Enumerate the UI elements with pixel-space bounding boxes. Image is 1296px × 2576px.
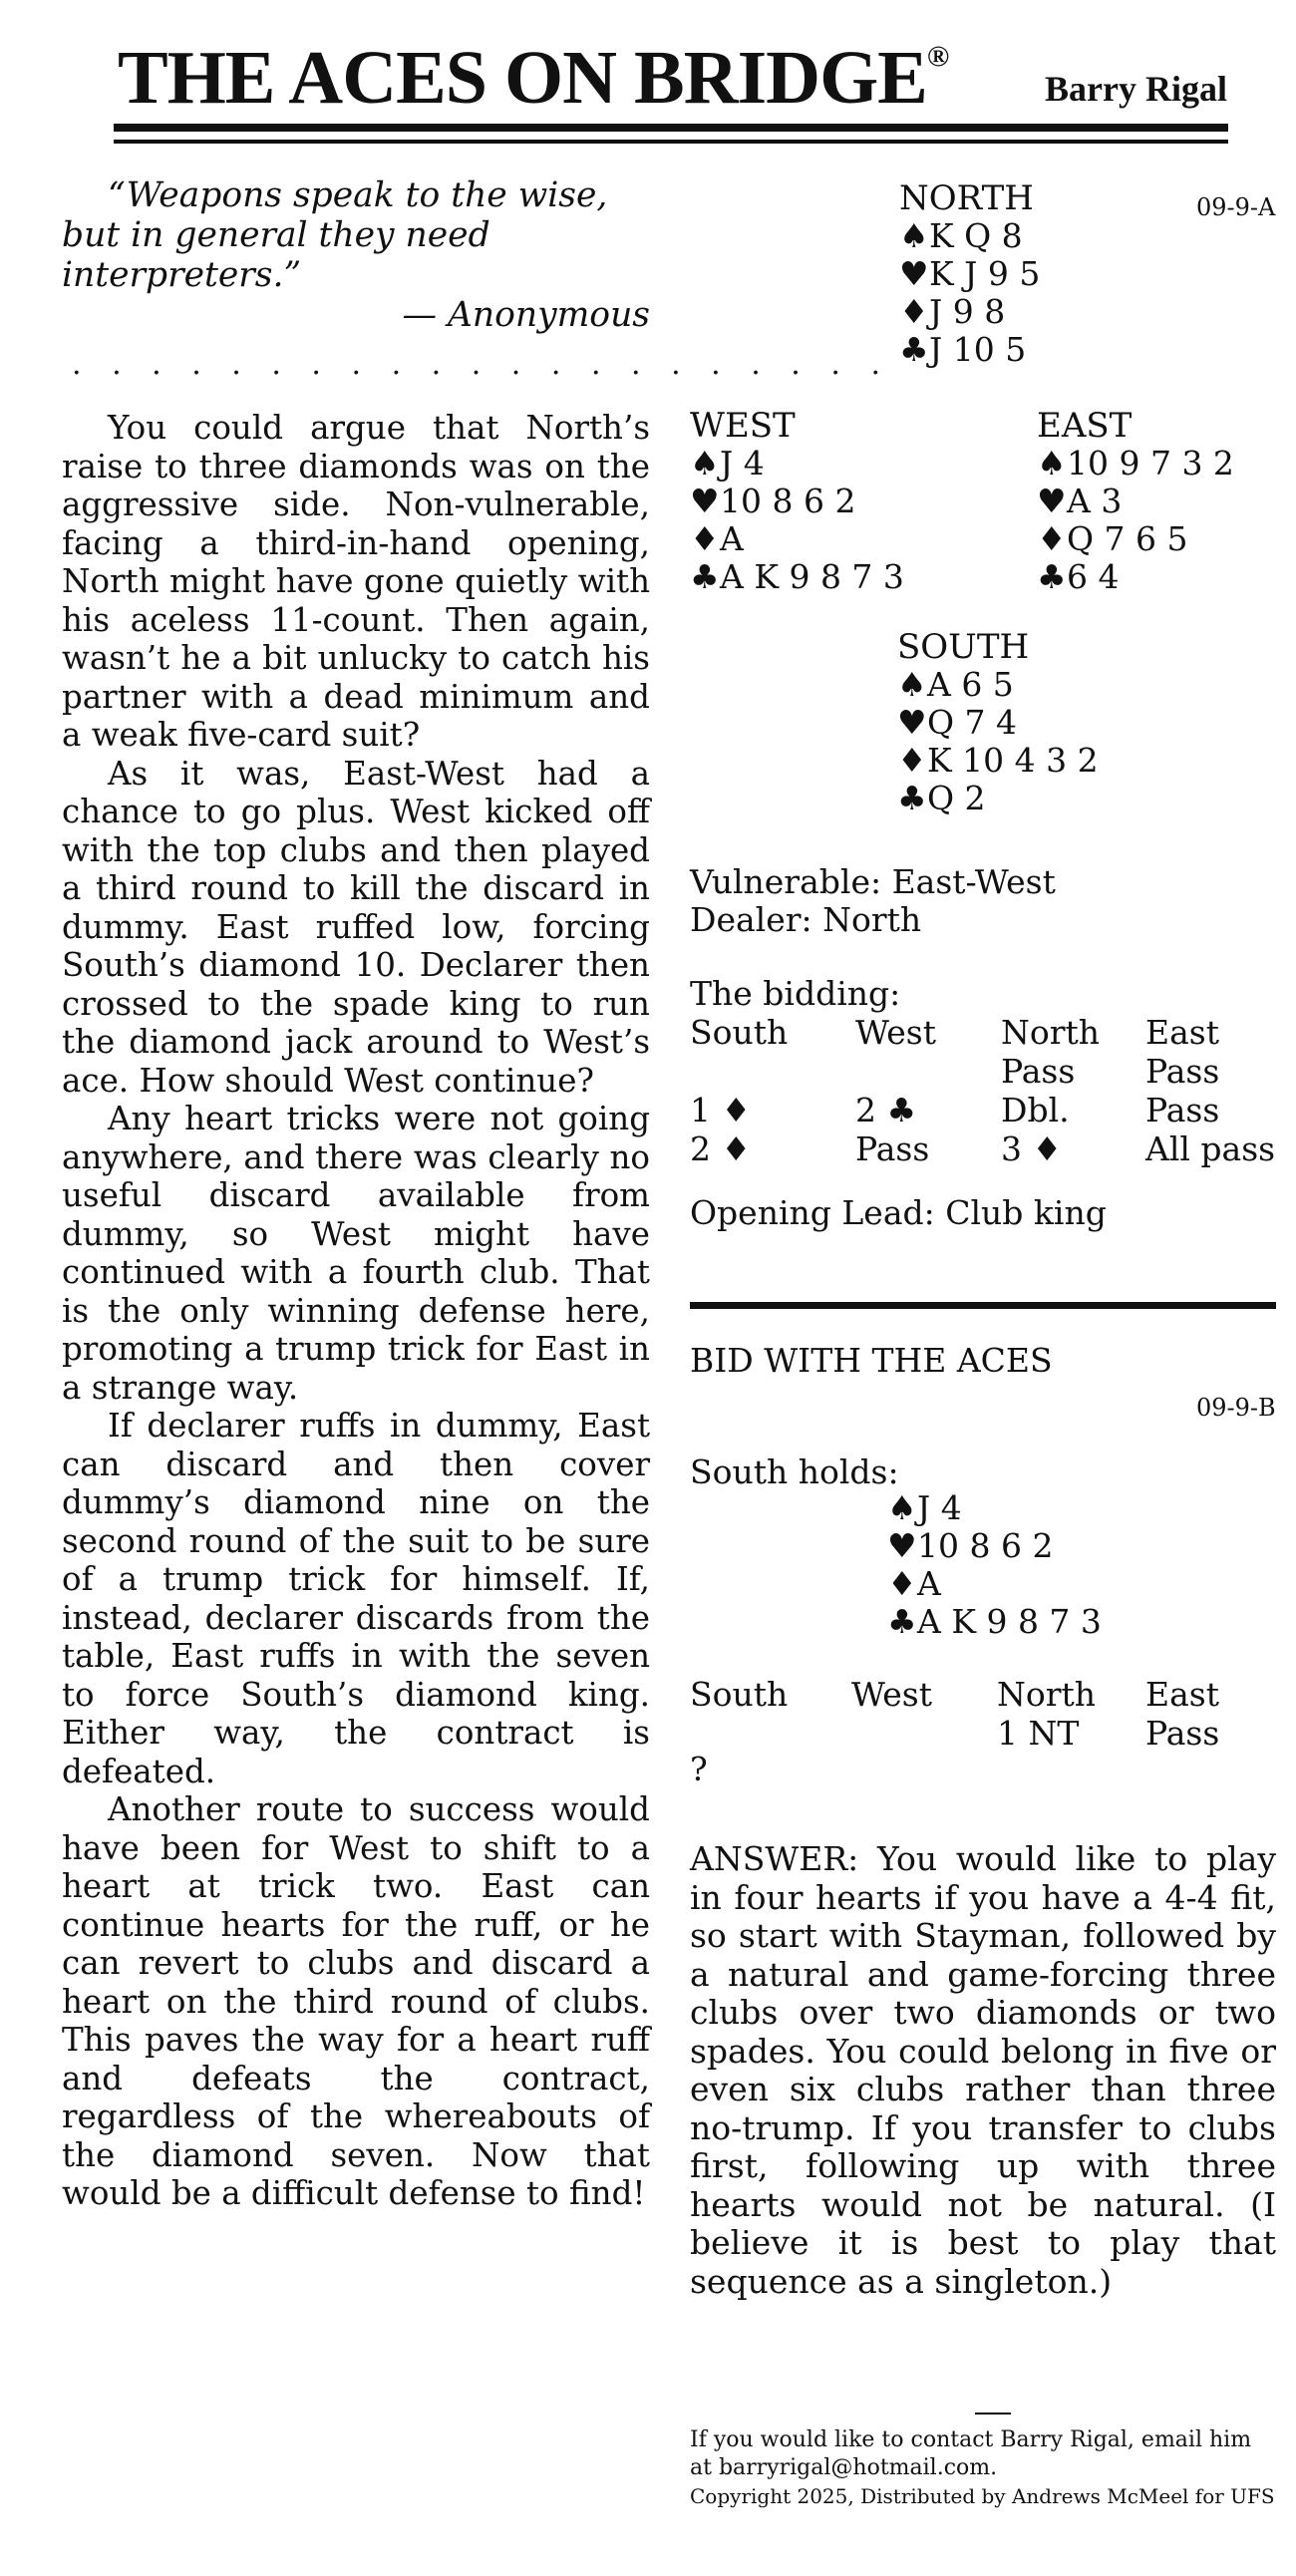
west-diamonds: ♦A [690, 519, 744, 558]
diamond-icon: ♦ [897, 741, 927, 780]
heart-icon: ♥ [1037, 482, 1067, 520]
diamond-icon: ♦ [899, 292, 929, 331]
bidding-label: The bidding: [690, 974, 901, 1013]
west-clubs: ♣A K 9 8 7 3 [690, 557, 904, 596]
east-spades: ♠10 9 7 3 2 [1037, 444, 1234, 483]
bidding-row [690, 1052, 1285, 1091]
bid-cell [690, 1714, 851, 1753]
deal-id: 09-9-A [1196, 193, 1276, 221]
column-title [118, 36, 949, 120]
club-icon: ♣ [899, 330, 929, 369]
bid-cell: 2 ♣ [855, 1091, 917, 1129]
west-label: WEST [690, 406, 796, 446]
west-hand [690, 407, 904, 596]
problem-bidding-table [690, 1675, 1285, 1753]
bid-section-title: BID WITH THE ACES [690, 1341, 1053, 1380]
north-spades: ♠K Q 8 [899, 216, 1023, 255]
article-paragraph: Any heart tricks were not going anywhere, and there was clearly no useful discard available from dummy, so West might have continued with a fourth club. That is the only winning defense here, promoting a trump trick for East in a strange way. [62, 1100, 650, 1407]
bid-cell: 3 ♦ [1001, 1129, 1063, 1168]
bidding-header: North [997, 1675, 1097, 1714]
south-hand [897, 628, 1099, 817]
article-paragraph: As it was, East-West had a chance to go plus. West kicked off with the top clubs and then played a third round to kill the discard in dummy. East ruffed low, forcing South’s diamond 10. Declarer then crossed to the spade king to run the diamond jack around to West’s ace. How should West continue? [62, 754, 650, 1100]
bidding-header: East [1145, 1013, 1219, 1052]
footer [690, 2426, 1288, 2510]
east-hand [1037, 407, 1234, 596]
opening-lead: Opening Lead: Club king [690, 1193, 1107, 1232]
bid-cell: Pass [1145, 1714, 1220, 1753]
bid-section-id: 09-9-B [1196, 1394, 1276, 1422]
registered-mark: ® [926, 40, 949, 73]
heart-icon: ♥ [899, 254, 929, 293]
diamond-icon: ♦ [1037, 519, 1067, 558]
north-label: NORTH [899, 178, 1034, 218]
problem-diamonds: ♦A [887, 1564, 941, 1603]
problem-bidding-header-row [690, 1675, 1285, 1714]
club-icon: ♣ [897, 779, 927, 817]
north-clubs: ♣J 10 5 [899, 330, 1027, 369]
article-body [62, 409, 650, 2213]
south-hearts: ♥Q 7 4 [897, 703, 1018, 742]
section-divider [690, 1302, 1276, 1309]
epigraph [62, 175, 650, 335]
heart-icon: ♥ [897, 703, 927, 742]
south-diamonds: ♦K 10 4 3 2 [897, 741, 1099, 780]
east-diamonds: ♦Q 7 6 5 [1037, 519, 1188, 558]
north-hand [899, 179, 1040, 369]
bid-cell: 1 NT [997, 1714, 1080, 1753]
copyright: Copyright 2025, Distributed by Andrews McMeel for UFS [690, 2484, 1275, 2508]
deal-conditions [690, 863, 1056, 939]
bidding-header: South [690, 1013, 789, 1052]
bidding-header: East [1145, 1675, 1219, 1714]
bidding-table [690, 1013, 1285, 1168]
bid-cell: Pass [1145, 1052, 1220, 1091]
bid-cell [690, 1052, 855, 1091]
diamond-icon: ♦ [887, 1564, 917, 1603]
heart-icon: ♥ [887, 1526, 917, 1565]
south-holds-label: South holds: [690, 1452, 899, 1491]
south-clubs: ♣Q 2 [897, 779, 986, 817]
spade-icon: ♠ [899, 216, 929, 255]
heart-icon: ♥ [690, 482, 720, 520]
bidding-question-mark: ? [690, 1750, 708, 1788]
spade-icon: ♠ [887, 1488, 917, 1527]
problem-hand [887, 1489, 1102, 1641]
bidding-row [690, 1129, 1285, 1168]
spade-icon: ♠ [1037, 444, 1067, 483]
bid-cell: Pass [855, 1129, 930, 1168]
answer-text: ANSWER: You would like to play in four hearts if you have a 4-4 fit, so start with Stayman, followed by a natural and game-forcing three clubs over two diamonds or two spades. You could belong in five or even six clubs rather than three no-trump. If you transfer to clubs first, following up with three hearts would not be natural. (I believe it is best to play that sequence as a singleton.) [690, 1839, 1276, 2301]
bid-cell: 1 ♦ [690, 1091, 752, 1129]
epigraph-text: “Weapons speak to the wise, but in general they need interpreters.” [62, 175, 608, 295]
club-icon: ♣ [690, 557, 720, 596]
bidding-header: West [851, 1675, 932, 1714]
bidding-header: South [690, 1675, 789, 1714]
north-diamonds: ♦J 9 8 [899, 292, 1006, 331]
bid-cell: Pass [1001, 1052, 1076, 1091]
article-paragraph: If declarer ruffs in dummy, East can discard and then cover dummy’s diamond nine on the second round of the suit to be sure of a trump trick for himself. If, instead, declarer discards from the table, East ruffs in with the seven to force South’s diamond king. Either way, the contract is defeated. [62, 1407, 650, 1790]
bid-cell: All pass [1145, 1129, 1276, 1168]
bidding-header: West [855, 1013, 936, 1052]
spade-icon: ♠ [897, 665, 927, 704]
bid-cell: 2 ♦ [690, 1129, 752, 1168]
bid-cell [851, 1714, 997, 1753]
bidding-row [690, 1091, 1285, 1129]
vulnerability: Vulnerable: East-West [690, 862, 1056, 901]
article-paragraph: Another route to success would have been for West to shift to a heart at trick two. East can continue hearts for the ruff, or he can revert to clubs and discard a heart on the third round of clubs. This paves the way for a heart ruff and defeats the contract, regardless of the whereabouts of the diamond seven. Now that would be a difficult defense to find! [62, 1790, 650, 2212]
header-rule-thin [114, 140, 1228, 144]
dealer: Dealer: North [690, 900, 922, 939]
article-paragraph: You could argue that North’s raise to three diamonds was on the aggressive side. Non-vulnerable, facing a third-in-hand opening, North might have gone quietly with his aceless 11-count. Then again, wasn’t he a bit unlucky to catch his partner with a dead minimum and a weak five-card suit? [62, 409, 650, 754]
club-icon: ♣ [887, 1602, 917, 1641]
bid-cell [855, 1052, 1001, 1091]
east-hearts: ♥A 3 [1037, 482, 1123, 520]
east-label: EAST [1037, 406, 1133, 446]
spade-icon: ♠ [690, 444, 720, 483]
problem-clubs: ♣A K 9 8 7 3 [887, 1602, 1102, 1641]
west-spades: ♠J 4 [690, 444, 765, 483]
epigraph-attribution: — Anonymous [402, 295, 650, 335]
bidding-header: North [1001, 1013, 1101, 1052]
club-icon: ♣ [1037, 557, 1067, 596]
bidding-header-row [690, 1013, 1285, 1052]
east-clubs: ♣6 4 [1037, 557, 1120, 596]
footer-rule [975, 2413, 1011, 2415]
problem-bidding-row [690, 1714, 1285, 1753]
north-hearts: ♥K J 9 5 [899, 254, 1041, 293]
title-text: THE ACES ON BRIDGE [118, 36, 927, 120]
dotted-separator: . . . . . . . . . . . . . . . . . . . . . [72, 347, 891, 382]
contact-note: If you would like to contact Barry Rigal, email him at barryrigal@hotmail.com. [690, 2427, 1252, 2480]
south-spades: ♠A 6 5 [897, 665, 1014, 704]
problem-hearts: ♥10 8 6 2 [887, 1526, 1054, 1565]
south-label: SOUTH [897, 627, 1030, 667]
bid-cell: Pass [1145, 1091, 1220, 1129]
bid-cell: Dbl. [1001, 1091, 1070, 1129]
author-byline: Barry Rigal [1045, 69, 1227, 109]
west-hearts: ♥10 8 6 2 [690, 482, 856, 520]
header-rule-thick [114, 124, 1228, 132]
diamond-icon: ♦ [690, 519, 720, 558]
problem-spades: ♠J 4 [887, 1488, 962, 1527]
